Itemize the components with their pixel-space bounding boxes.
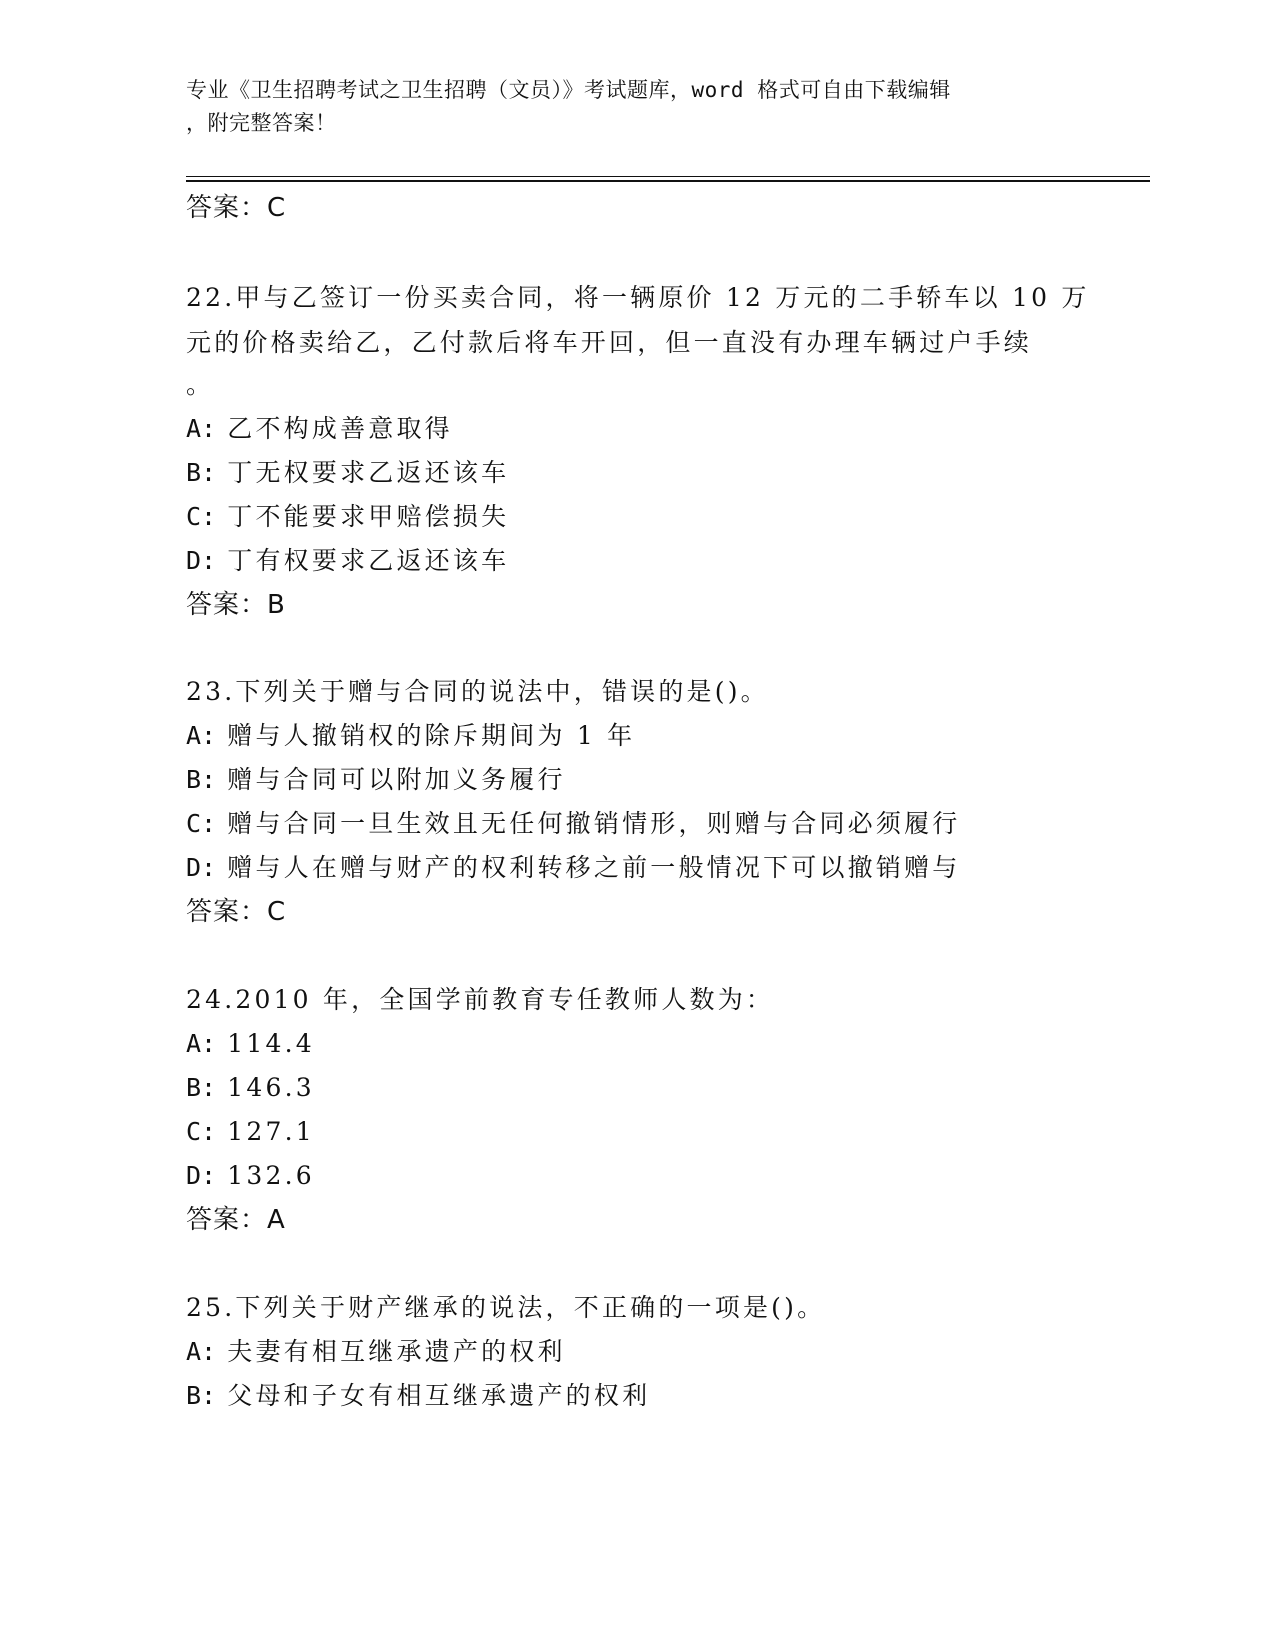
question-24-option-a (186, 1029, 315, 1059)
previous-answer: 答案：C (186, 193, 287, 223)
question-22-stem-line-2: 元的价格卖给乙，乙付款后将车开回，但一直没有办理车辆过户手续 (186, 328, 1033, 357)
question-25-option-a (186, 1337, 566, 1367)
question-23-option-c (186, 809, 960, 839)
option-label: D: (186, 546, 217, 575)
question-22-answer: 答案：B (186, 590, 286, 620)
question-24-answer: 答案：A (186, 1205, 286, 1235)
option-label: C: (186, 809, 217, 838)
option-text: 丁有权要求乙返还该车 (227, 546, 510, 575)
option-label: B: (186, 1073, 217, 1102)
question-25-option-b (186, 1381, 650, 1411)
option-label: B: (186, 1381, 217, 1410)
option-label: B: (186, 458, 217, 487)
question-23-stem: 23.下列关于赠与合同的说法中，错误的是()。 (186, 677, 769, 706)
question-24-option-d (186, 1161, 315, 1191)
question-25-stem: 25.下列关于财产继承的说法，不正确的一项是()。 (186, 1293, 826, 1322)
option-label: C: (186, 1117, 217, 1146)
question-22-stem-line-1: 22.甲与乙签订一份买卖合同，将一辆原价 12 万元的二手轿车以 10 万 (186, 283, 1090, 312)
document-header (186, 74, 1066, 140)
option-label: D: (186, 853, 217, 882)
option-label: D: (186, 1161, 217, 1190)
option-label: B: (186, 765, 217, 794)
option-label: A: (186, 1029, 217, 1058)
option-label: A: (186, 1337, 217, 1366)
option-text: 夫妻有相互继承遗产的权利 (227, 1337, 566, 1366)
header-line-1: 专业《卫生招聘考试之卫生招聘（文员）》考试题库，word 格式可自由下载编辑 (186, 78, 951, 102)
question-24-option-c (186, 1117, 315, 1147)
question-23-option-d (186, 853, 960, 883)
question-23-option-a (186, 721, 635, 751)
option-text: 丁无权要求乙返还该车 (227, 458, 510, 487)
option-text: 赠与合同一旦生效且无任何撤销情形，则赠与合同必须履行 (227, 809, 961, 838)
question-23-answer: 答案：C (186, 897, 287, 927)
question-22-stem-line-3: 。 (186, 370, 215, 399)
question-24-option-b (186, 1073, 315, 1103)
option-text: 132.6 (227, 1161, 315, 1190)
option-label: C: (186, 502, 217, 531)
option-text: 146.3 (227, 1073, 315, 1102)
option-text: 乙不构成善意取得 (227, 414, 453, 443)
option-text: 127.1 (227, 1117, 315, 1146)
question-22-option-d (186, 546, 509, 576)
question-22-option-c (186, 502, 509, 532)
header-rule-thick (186, 180, 1150, 182)
option-text: 赠与人在赠与财产的权利转移之前一般情况下可以撤销赠与 (227, 853, 961, 882)
option-label: A: (186, 721, 217, 750)
option-text: 丁不能要求甲赔偿损失 (227, 502, 510, 531)
option-text: 赠与合同可以附加义务履行 (227, 765, 566, 794)
option-label: A: (186, 414, 217, 443)
question-22-option-b (186, 458, 509, 488)
question-24-stem: 24.2010 年，全国学前教育专任教师人数为： (186, 985, 775, 1014)
option-text: 114.4 (227, 1029, 315, 1058)
option-text: 父母和子女有相互继承遗产的权利 (227, 1381, 651, 1410)
question-22-option-a (186, 414, 453, 444)
question-23-option-b (186, 765, 566, 795)
header-line-2: ，附完整答案！ (186, 111, 337, 135)
header-rule-thin (186, 176, 1150, 177)
option-text: 赠与人撤销权的除斥期间为 1 年 (227, 721, 636, 750)
